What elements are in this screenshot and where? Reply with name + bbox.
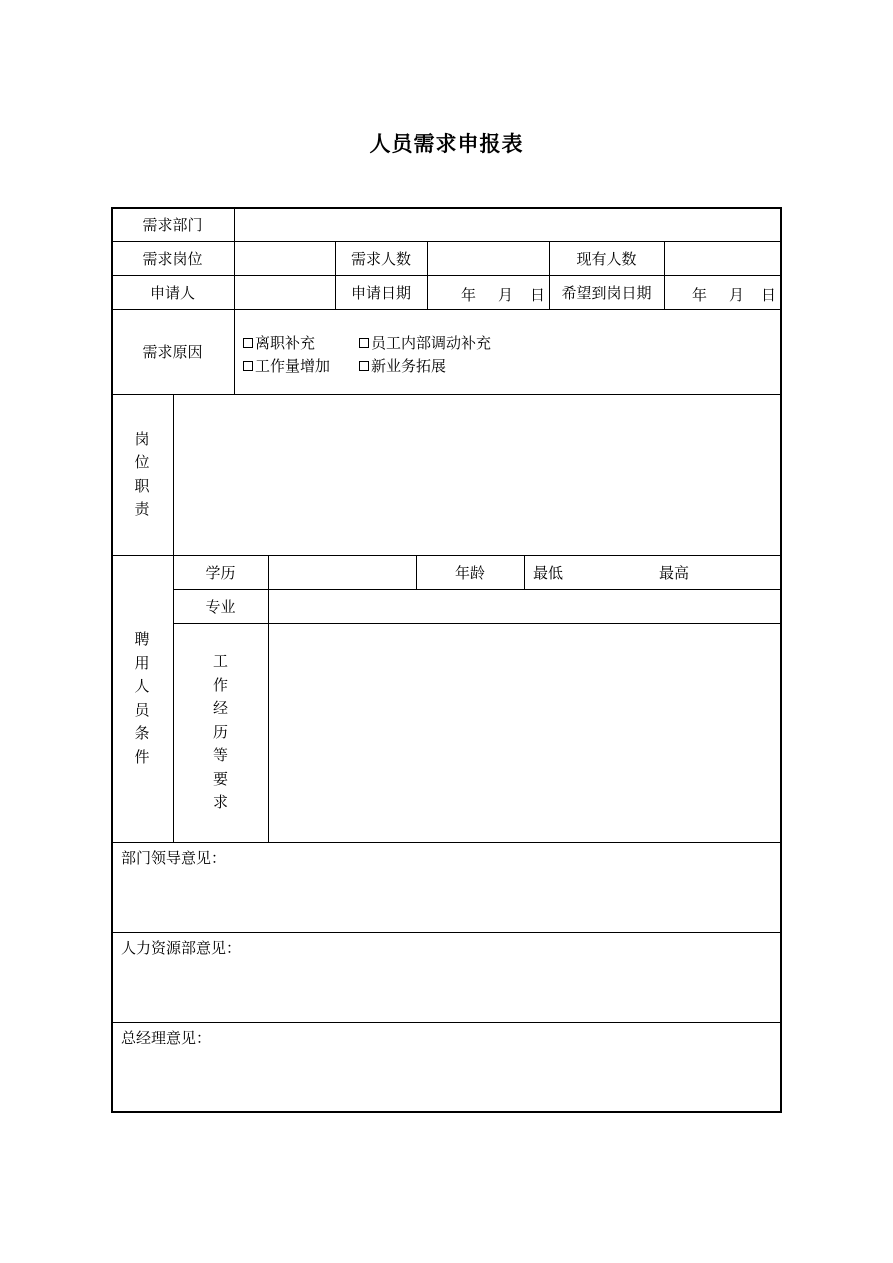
form-title: 人员需求申报表 (369, 132, 524, 156)
education-field[interactable] (269, 555, 416, 589)
headcount-field[interactable] (428, 241, 549, 275)
duties-label (111, 394, 173, 555)
experience-label-char: 工 (212, 652, 228, 671)
department-label: 需求部门 (142, 215, 203, 234)
headcount-label: 需求人数 (350, 249, 411, 268)
experience-label-char: 求 (212, 793, 228, 812)
reason-option-label: 离职补充 (255, 334, 316, 352)
expected-date-month: 月 (729, 286, 745, 304)
duties-label-char: 岗 (134, 429, 150, 448)
age-label: 年龄 (454, 563, 485, 582)
reason-option-workload[interactable] (243, 355, 330, 376)
expected-date-year: 年 (692, 286, 708, 304)
conditions-label-char: 人 (134, 677, 150, 695)
reason-option-label: 新业务拓展 (371, 357, 447, 375)
checkbox-icon (359, 338, 369, 348)
duties-field[interactable] (174, 395, 782, 555)
row-divider (111, 842, 782, 843)
conditions-label-char: 聘 (134, 630, 150, 648)
expected-date-label: 希望到岗日期 (561, 283, 652, 302)
experience-label-char: 要 (212, 769, 228, 788)
duties-label-char: 责 (134, 500, 150, 518)
experience-field[interactable] (269, 624, 782, 842)
hr-opinion-label: 人力资源部意见： (121, 939, 242, 957)
row-divider (111, 932, 782, 933)
reason-option-new-business[interactable] (359, 355, 446, 376)
row-divider (111, 1022, 782, 1023)
checkbox-icon (243, 361, 253, 371)
checkbox-icon (359, 361, 369, 371)
experience-label-char: 作 (212, 675, 228, 694)
gm-opinion-label: 总经理意见： (121, 1029, 212, 1047)
apply-date-year: 年 (461, 286, 477, 304)
experience-label (173, 623, 268, 842)
checkbox-icon (243, 338, 253, 348)
dept-leader-opinion-field[interactable] (111, 867, 782, 931)
conditions-label (111, 555, 173, 842)
major-field[interactable] (269, 589, 782, 623)
reason-option-label: 工作量增加 (255, 357, 331, 375)
position-field[interactable] (235, 241, 335, 275)
hr-opinion-field[interactable] (111, 957, 782, 1021)
reason-label: 需求原因 (142, 343, 203, 361)
applicant-label: 申请人 (149, 283, 195, 302)
major-label: 专业 (205, 597, 236, 616)
requisition-form (111, 207, 782, 1113)
apply-date-field[interactable] (461, 284, 545, 305)
conditions-label-char: 件 (134, 747, 150, 766)
current-count-field[interactable] (665, 241, 782, 275)
conditions-label-char: 条 (134, 724, 150, 742)
age-min-label: 最低 (533, 563, 564, 582)
gm-opinion-field[interactable] (111, 1047, 782, 1109)
reason-option-resignation[interactable] (243, 332, 315, 353)
apply-date-month: 月 (498, 286, 514, 304)
experience-label-char: 历 (212, 722, 228, 741)
conditions-label-char: 员 (134, 700, 150, 719)
duties-label-char: 职 (134, 476, 150, 495)
age-max-label: 最高 (659, 563, 690, 582)
apply-date-day: 日 (530, 286, 546, 304)
experience-label-char: 经 (212, 699, 228, 718)
reason-option-label: 员工内部调动补充 (371, 334, 492, 352)
dept-leader-opinion-label: 部门领导意见： (121, 849, 227, 867)
apply-date-label: 申请日期 (350, 283, 411, 302)
current-count-label: 现有人数 (576, 249, 637, 268)
duties-label-char: 位 (134, 453, 150, 471)
department-field[interactable] (235, 207, 782, 241)
reason-option-transfer[interactable] (359, 332, 491, 353)
col-divider (524, 555, 525, 589)
position-label: 需求岗位 (142, 249, 203, 268)
education-label: 学历 (205, 563, 236, 582)
expected-date-field[interactable] (692, 284, 776, 305)
expected-date-day: 日 (761, 286, 777, 304)
applicant-field[interactable] (235, 275, 335, 309)
experience-label-char: 等 (212, 746, 228, 765)
conditions-label-char: 用 (134, 653, 150, 672)
